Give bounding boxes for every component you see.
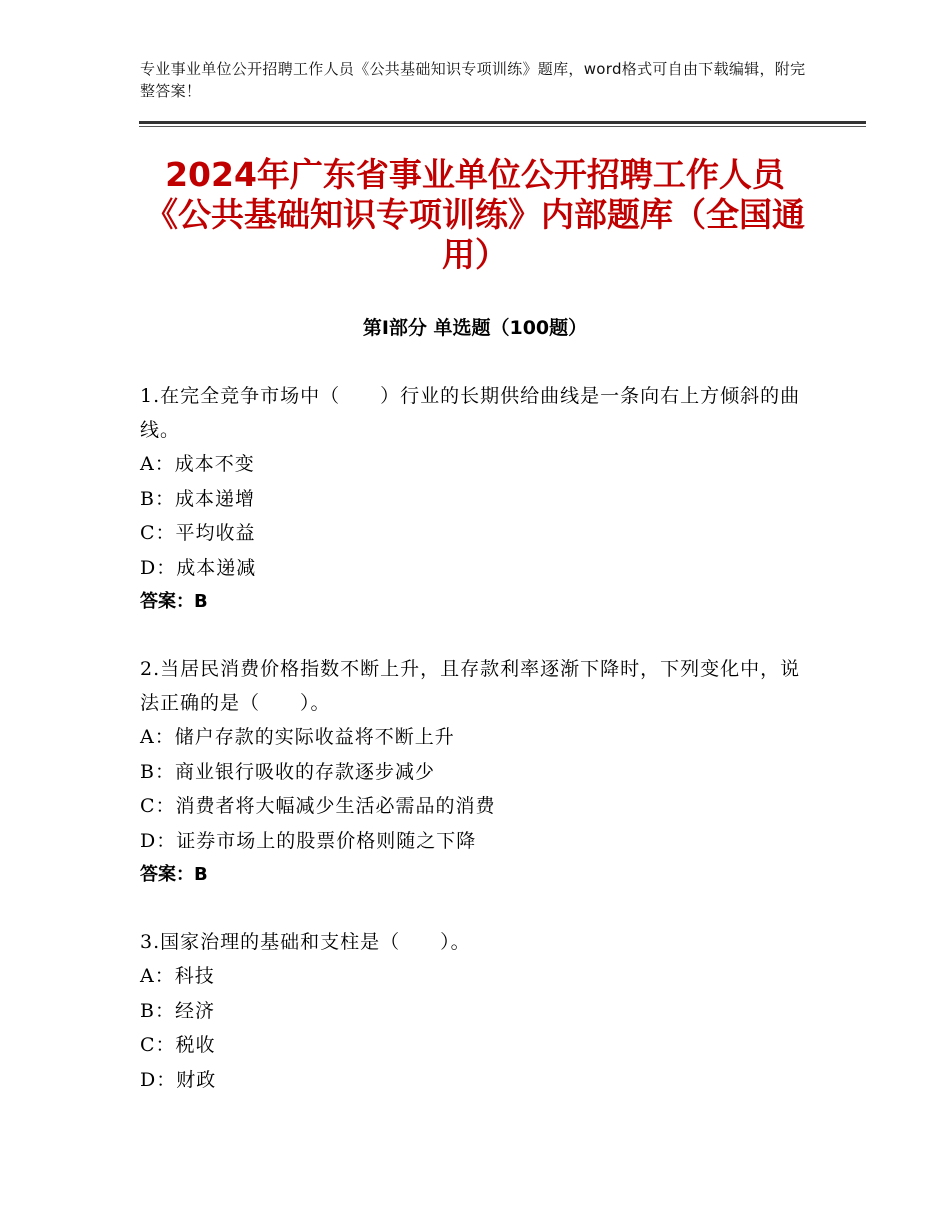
question-2-answer: 答案：B [140, 864, 208, 885]
question-2-stem: 2.当居民消费价格指数不断上升，且存款利率逐渐下降时，下列变化中，说法正确的是（ ）。 [140, 658, 801, 714]
question-3-option-a: A：科技 [140, 965, 215, 987]
header-divider-thick [139, 121, 866, 124]
question-2-option-c: C：消费者将大幅减少生活必需品的消费 [140, 795, 496, 817]
question-1-option-d: D：成本递减 [140, 556, 257, 579]
question-3-option-d: D：财政 [140, 1068, 217, 1091]
question-3-option-c: C：税收 [140, 1034, 216, 1056]
question-2-option-d: D：证券市场上的股票价格则随之下降 [140, 829, 477, 852]
question-1-stem: 1.在完全竞争市场中（ ）行业的长期供给曲线是一条向右上方倾斜的曲线。 [140, 385, 801, 441]
question-3-option-b: B：经济 [140, 999, 215, 1022]
question-1-answer: 答案：B [140, 591, 208, 612]
question-1-option-c: C：平均收益 [140, 522, 256, 544]
section-title: 第Ⅰ部分 单选题（100题） [362, 317, 588, 339]
question-2-option-b: B：商业银行吸收的存款逐步减少 [140, 760, 435, 783]
question-1-option-b: B：成本递增 [140, 487, 255, 510]
question-2-option-a: A：储户存款的实际收益将不断上升 [140, 726, 455, 748]
header-divider-thin [139, 126, 866, 127]
document-title: 2024年广东省事业单位公开招聘工作人员《公共基础知识专项训练》内部题库（全国通用） [145, 155, 805, 274]
question-3-stem: 3.国家治理的基础和支柱是（ ）。 [140, 931, 471, 953]
question-1 [140, 379, 810, 620]
question-3 [140, 925, 810, 1097]
question-2 [140, 652, 810, 893]
question-1-option-a: A：成本不变 [140, 453, 255, 475]
header-note: 专业事业单位公开招聘工作人员《公共基础知识专项训练》题库，word格式可自由下载编辑，附完整答案！ [140, 60, 806, 100]
